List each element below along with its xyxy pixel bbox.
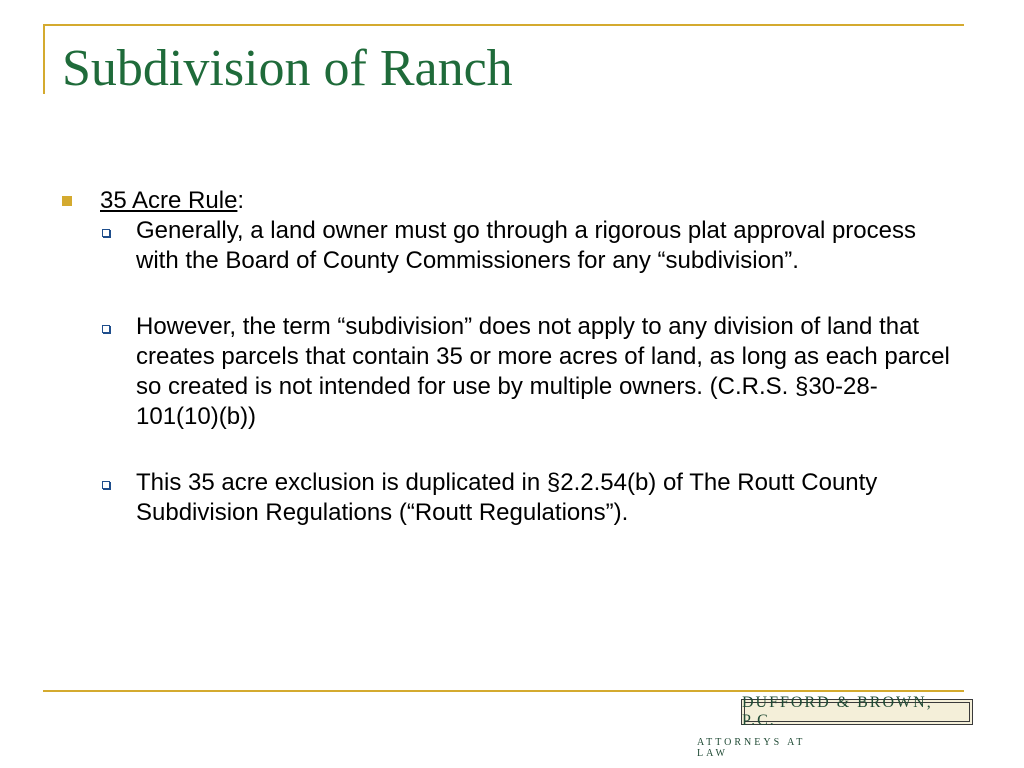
square-bullet-icon — [62, 196, 72, 206]
firm-tagline: ATTORNEYS AT LAW — [697, 737, 806, 759]
hollow-square-bullet-icon — [102, 229, 110, 237]
bullet-35-acre-rule — [62, 186, 982, 216]
bullet-label: 35 Acre Rule — [100, 187, 238, 214]
bottom-rule — [43, 690, 964, 692]
subpoint-text: This 35 acre exclusion is duplicated in §2.2.54(b) of The Routt County Subdivision Regulations (“Routt Regulations”). — [136, 469, 878, 526]
subpoint-3 — [62, 468, 956, 528]
top-rule — [43, 24, 964, 26]
firm-logo — [741, 694, 973, 729]
hollow-square-bullet-icon — [102, 481, 110, 489]
left-rule — [43, 24, 45, 94]
slide-title: Subdivision of Ranch — [62, 40, 513, 97]
firm-name: DUFFORD & BROWN, P.C. — [742, 694, 933, 729]
subpoint-2 — [62, 312, 956, 432]
hollow-square-bullet-icon — [102, 325, 110, 333]
subpoint-text: However, the term “subdivision” does not apply to any division of land that creates parcels that contain 35 or more acres of land, as long as each parcel so created is not intended for use by multiple owners. (C.R.S. §30-28-101(10)(b)) — [136, 313, 950, 430]
subpoint-1 — [62, 216, 956, 276]
slide-body — [62, 186, 982, 528]
subpoint-text: Generally, a land owner must go through a rigorous plat approval process with the Board of County Commissioners for any “subdivision”. — [136, 217, 916, 274]
bullet-suffix: : — [237, 187, 245, 214]
